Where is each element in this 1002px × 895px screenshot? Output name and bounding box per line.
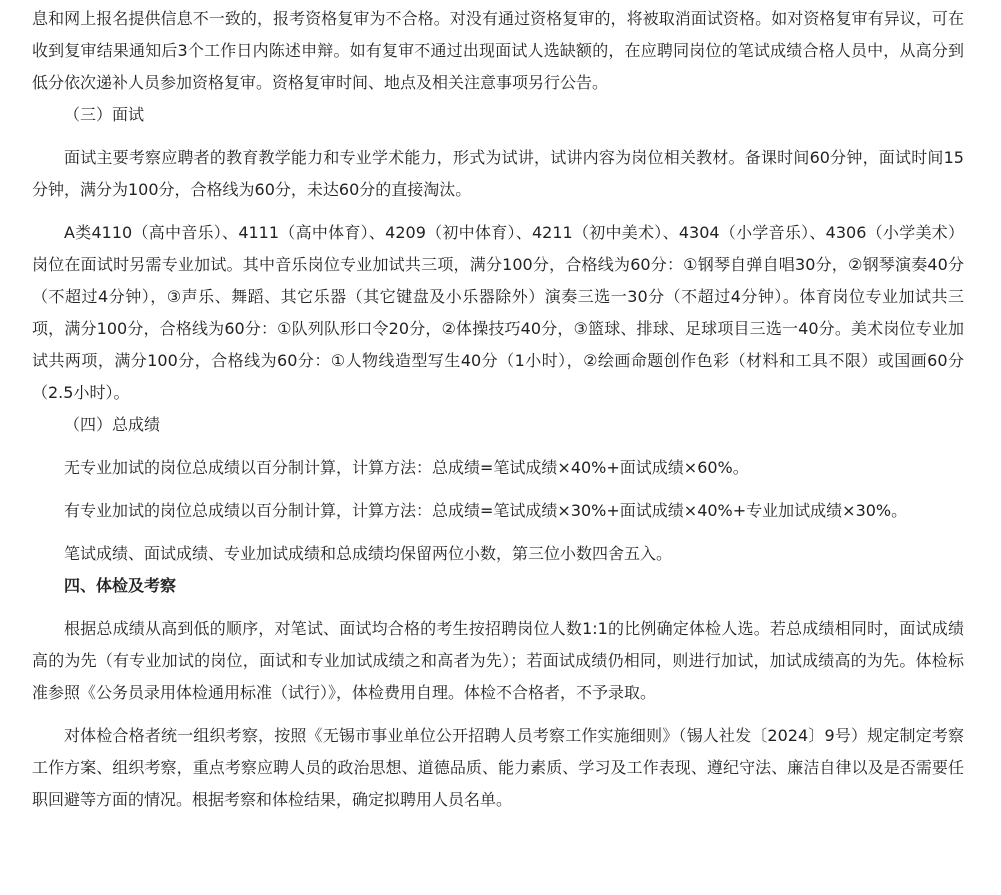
paragraph-inspection: 对体检合格者统一组织考察，按照《无锡市事业单位公开招聘人员考察工作实施细则》（锡人社发〔2024〕9号）规定制定考察工作方案、组织考察，重点考察应聘人员的政治思想、道德品质、能力素质、学习及工作表现、遵纪守法、廉洁自律以及是否需要任职回避等方面的情况。根据考察和体检结果，确定拟聘用人员名单。 xyxy=(32,726,964,809)
paragraph-interview-description: 面试主要考察应聘者的教育教学能力和专业学术能力，形式为试讲，试讲内容为岗位相关教材。备课时间60分钟，面试时间15分钟，满分为100分，合格线为60分，未达60分的直接淘汰。 xyxy=(32,148,964,199)
section-heading-total-score: （四）总成绩 xyxy=(64,415,161,434)
article-body xyxy=(32,3,964,816)
paragraph-qualification-review-continued: 息和网上报名提供信息不一致的，报考资格复审为不合格。对没有通过资格复审的，将被取消面试资格。如对资格复审有异议，可在收到复审结果通知后3个工作日内陈述申辩。如有复审不通过出现面试人选缺额的，在应聘同岗位的笔试成绩合格人员中，从高分到低分依次递补人员参加资格复审。资格复审时间、地点及相关注意事项另行公告。 xyxy=(32,9,964,92)
paragraph-score-formula-with-test: 有专业加试的岗位总成绩以百分制计算，计算方法：总成绩=笔试成绩×30%+面试成绩×40%+专业加试成绩×30%。 xyxy=(64,501,908,520)
paragraph-score-formula-no-test: 无专业加试的岗位总成绩以百分制计算，计算方法：总成绩=笔试成绩×40%+面试成绩×60%。 xyxy=(64,458,749,477)
paragraph-rounding-rule: 笔试成绩、面试成绩、专业加试成绩和总成绩均保留两位小数，第三位小数四舍五入。 xyxy=(64,544,673,563)
paragraph-professional-test: A类4110（高中音乐）、4111（高中体育）、4209（初中体育）、4211（初中美术）、4304（小学音乐）、4306（小学美术）岗位在面试时另需专业加试。其中音乐岗位专业加试共三项，满分100分，合格线为60分：①钢琴自弹自唱30分，②钢琴演奏40分（不超过4分钟），③声乐、舞蹈、其它乐器（其它键盘及小乐器除外）演奏三选一30分（不超过4分钟）。体育岗位专业加试共三项，满分100分，合格线为60分：①队列队形口令20分，②体操技巧40分，③篮球、排球、足球项目三选一40分。美术岗位专业加试共两项，满分100分，合格线为60分：①人物线造型写生40分（1小时），②绘画命题创作色彩（材料和工具不限）或国画60分（2.5小时）。 xyxy=(32,223,964,402)
section-heading-physical-exam: 四、体检及考察 xyxy=(64,576,177,595)
paragraph-physical-exam: 根据总成绩从高到低的顺序，对笔试、面试均合格的考生按招聘岗位人数1:1的比例确定体检人选。若总成绩相同时，面试成绩高的为先（有专业加试的岗位，面试和专业加试成绩之和高者为先）；若面试成绩仍相同，则进行加试，加试成绩高的为先。体检标准参照《公务员录用体检通用标准（试行）》，体检费用自理。体检不合格者，不予录取。 xyxy=(32,619,964,702)
section-heading-interview: （三）面试 xyxy=(64,105,145,124)
